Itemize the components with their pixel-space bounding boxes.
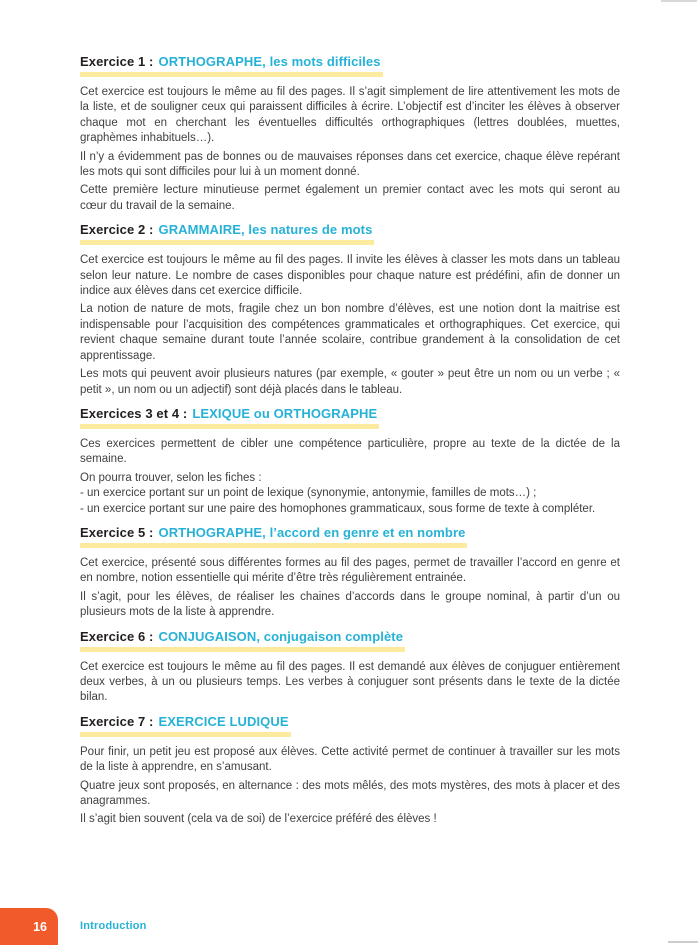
- paragraph: Ces exercices permettent de cibler une compétence particulière, propre au texte de la dictée de la semaine.: [80, 437, 620, 466]
- paragraph: - un exercice portant sur un point de lexique (synonymie, antonymie, familles de mots…) ;: [80, 487, 537, 500]
- section-exercice-6: [80, 629, 620, 706]
- section-heading: [80, 54, 383, 77]
- section-exercice-7: [80, 714, 620, 828]
- section-label: Exercices 3 et 4 :: [80, 405, 188, 421]
- section-exercice-5: [80, 525, 620, 621]
- section-title: GRAMMAIRE, les natures de mots: [158, 222, 373, 238]
- section-title: LEXIQUE ou ORTHOGRAPHE: [192, 405, 378, 421]
- paragraph: Cet exercice est toujours le même au fil des pages. Il invite les élèves à classer les mots dans un tableau selon leur nature. Le nombre de cases disponibles pour chaque nature est prédéfini, afin de donner un indice aux élèves dans cet exercice difficile.: [80, 254, 620, 298]
- section-title: ORTHOGRAPHE, les mots difficiles: [158, 54, 381, 69]
- paragraph: Pour finir, un petit jeu est proposé aux élèves. Cette activité permet de continuer à travailler sur les mots de la liste à apprendre, en s’amusant.: [80, 745, 620, 774]
- paragraph: Cette première lecture minutieuse permet également un premier contact avec les mots qui seront au cœur du travail de la semaine.: [80, 184, 620, 212]
- paragraph: Il s’agit, pour les élèves, de réaliser les chaines d’accords dans le groupe nominal, à partir d’un ou plusieurs mots de la liste à apprendre.: [80, 590, 620, 619]
- paragraph: - un exercice portant sur une paire des homophones grammaticaux, sous forme de texte à compléter.: [80, 502, 596, 515]
- page-content: [80, 54, 620, 828]
- paragraph: Cet exercice est toujours le même au fil des pages. Il s’agit simplement de lire attentivement les mots de la liste, et de souligner ceux qui paraissent difficiles à écrire. L’objectif est d’inciter les élèves à observer chaque mot en cherchant les éventuelles difficultés orthographiques (lettres doublées, muettes, graphèmes inhabituels…).: [80, 86, 620, 145]
- footer-chapter-label: Introduction: [80, 920, 147, 932]
- section-title: ORTHOGRAPHE, l’accord en genre et en nombre: [158, 524, 466, 540]
- section-exercice-1: [80, 54, 620, 214]
- section-label: Exercice 2 :: [80, 222, 154, 238]
- section-heading: [80, 222, 374, 245]
- paragraph: Cet exercice est toujours le même au fil des pages. Il est demandé aux élèves de conjuguer entièrement deux verbes, à un ou plusieurs temps. Les verbes à conjuguer sont présents dans le texte de la dictée bilan.: [80, 660, 620, 704]
- section-exercices-3-4: [80, 406, 620, 517]
- paragraph: Il s’agit bien souvent (cela va de soi) de l’exercice préféré des élèves !: [80, 813, 437, 826]
- section-heading: [80, 629, 405, 652]
- paragraph: Les mots qui peuvent avoir plusieurs natures (par exemple, « gouter » peut être un nom ou un verbe ; « petit », un nom ou un adjectif) sont déjà placés dans le tableau.: [80, 368, 620, 396]
- section-heading: [80, 714, 291, 737]
- paragraph: Il n’y a évidemment pas de bonnes ou de mauvaises réponses dans cet exercice, chaque élève repérant les mots qui sont difficiles pour lui à un moment donné.: [80, 150, 620, 179]
- section-label: Exercice 7 :: [80, 713, 154, 729]
- page-number: 16: [33, 919, 47, 934]
- paragraph: Cet exercice, présenté sous différentes formes au fil des pages, permet de travailler l’accord en genre et en nombre, notion essentielle qui mérite d’être très régulièrement entrainée.: [80, 556, 620, 585]
- page-edge-artifact-top: [661, 0, 697, 2]
- section-heading: [80, 406, 379, 429]
- section-title: CONJUGAISON, conjugaison complète: [158, 628, 404, 644]
- page-edge-artifact-bottom: [668, 941, 698, 943]
- section-label: Exercice 6 :: [80, 628, 154, 644]
- paragraph: Quatre jeux sont proposés, en alternance : des mots mêlés, des mots mystères, des mots à placer et des anagrammes.: [80, 779, 620, 807]
- section-exercice-2: [80, 222, 620, 398]
- paragraph: La notion de nature de mots, fragile chez un bon nombre d’élèves, est une notion dont la maitrise est indispensable pour l’acquisition des compétences grammaticales et orthographiques. Cet exercice, qui revient chaque semaine durant toute l’année scolaire, contribue grandement à la consolidation de cet apprentissage.: [80, 303, 620, 362]
- section-label: Exercice 5 :: [80, 524, 154, 540]
- page-number-tab: [0, 908, 58, 945]
- paragraph: On pourra trouver, selon les fiches :: [80, 471, 262, 484]
- section-label: Exercice 1 :: [80, 54, 154, 69]
- section-heading: [80, 525, 467, 548]
- section-title: EXERCICE LUDIQUE: [158, 713, 289, 729]
